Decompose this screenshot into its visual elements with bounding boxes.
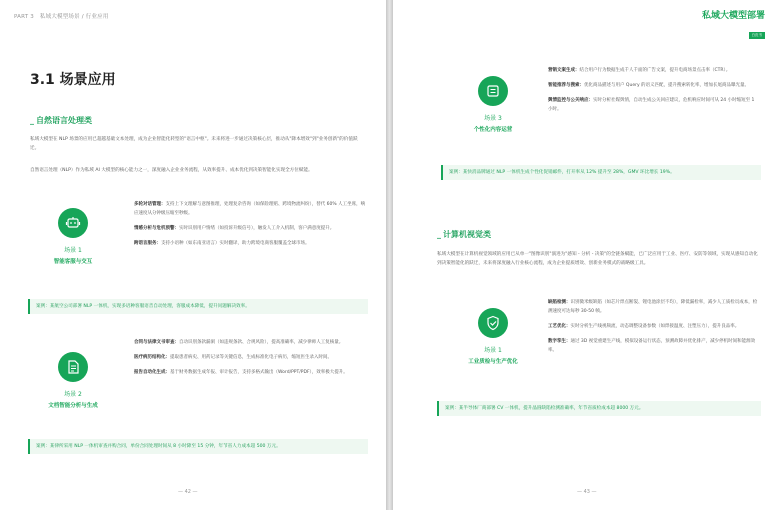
running-header <box>14 12 109 20</box>
part-label: PART 3 <box>14 14 34 20</box>
section-heading-nlp: _ 自然语言处理类 <box>30 116 92 125</box>
item-text: 识别微米级缺陷（如芯片焊点断裂、锂电池涂层不均），降低漏检率，减少人工质检员成本，检测速度可达每秒 30-50 帧。 <box>548 300 758 314</box>
item-key: 营销文案生成： <box>548 68 580 73</box>
scene-4-items <box>548 298 758 361</box>
intro-paragraph-3: 私域大模型在计算机视觉领域的应用已从单一"图像识别"演进为"感知 - 分析 - 决策"的全链条赋能，已广泛应用于工业、医疗、安防等领域，实现从感知自动化到决策智能化的跃迁，未来将深度融入行业核心流程，成为企业提质增效、创新业务模式的战略级工具。 <box>437 252 758 266</box>
item-key: 舆情监控与公关响应： <box>548 98 593 103</box>
case-box: 案例：某律所采用 NLP 一体机审查并购合同，单份合同处理时间从 8 小时降至 15 分钟，年节省人力成本超 500 万元。 <box>28 439 368 454</box>
scene-item <box>134 200 366 218</box>
book-gutter <box>386 0 393 510</box>
scene-item <box>134 368 366 377</box>
case-box: 案例：某半导体厂商部署 CV 一体机，提升晶圆缺陷检测准确率，年节省质检成本超 8000 万元。 <box>437 401 761 416</box>
item-text: 支持小语种（如东南亚语言）实时翻译，助力跨境电商客服覆盖全球市场。 <box>161 241 310 246</box>
item-key: 缺陷检测： <box>548 300 571 305</box>
item-text: 实时分析生产线视频流，动态调整设备参数（如焊接温度、注塑压力），提升良品率。 <box>570 324 740 329</box>
scene-item <box>548 81 758 90</box>
case-box: 案例：某航空公司部署 NLP 一体机，实现多语种客服语音自动处理，客服成本降低，提升问题解决效率。 <box>28 299 368 314</box>
item-key: 工艺优化： <box>548 324 571 329</box>
shield-check-icon <box>478 308 508 338</box>
scene-number: 场景 2 <box>64 391 82 398</box>
scene-1-items <box>134 200 366 254</box>
section-heading-cv: _ 计算机视觉类 <box>437 230 491 239</box>
section-heading-text: 计算机视觉类 <box>443 230 491 239</box>
item-key: 多轮对话管理： <box>134 202 166 207</box>
scene-item <box>548 322 758 331</box>
brand-logo <box>702 8 765 40</box>
chat-bot-icon <box>58 208 88 238</box>
item-text: 实时识别用户情绪（如投诉升级信号），触发人工介入机制，客户满意度提升。 <box>179 226 335 231</box>
item-text: 支持上下文理解与意图推理，处理复杂咨询（如保险理赔、跨境物流纠纷），替代 60% 人工坐席，响应速度从分钟级压缩至秒级。 <box>134 202 366 216</box>
scene-number: 场景 1 <box>484 347 502 354</box>
item-text: 提取患者病史、用药记录等关键信息，生成标准化电子病历，缩短医生录入时间。 <box>170 355 332 360</box>
scene-2-items <box>134 338 366 383</box>
scene-number: 场景 1 <box>64 247 82 254</box>
intro-paragraph-1: 私域大模型在 NLP 场景的应用已超越基础文本处理，成为企业智能化转型的"语言中枢"。未来将进一步通过决策核心层，推动从"降本增效"到"业务创新"的价值跃迁。 <box>30 137 358 151</box>
brand-tag: 白皮书 <box>749 32 766 39</box>
item-key: 数字孪生： <box>548 339 571 344</box>
case-box: 案例：某快消品牌通过 NLP 一体机生成个性化促销邮件，打开率从 12% 提升至 28%，GMV 环比增长 19%。 <box>441 165 761 180</box>
header-text: 私域大模型场景 / 行业应用 <box>39 14 109 20</box>
item-text: 通过 3D 视觉重建生产线，模拟设备运行状态，预测故障并优化排产，减少停机时间和能源效率。 <box>548 339 756 353</box>
scene-name: 智能客服与交互 <box>53 259 93 265</box>
left-page <box>0 0 386 510</box>
scene-item <box>548 96 758 114</box>
item-text: 自动识别条款漏洞（如违规条款、合规风险），提高准确率，减少律师人工复核量。 <box>179 340 344 345</box>
right-page <box>393 0 779 510</box>
brand-title: 私域大模型部署 <box>701 11 765 21</box>
scene-3-items <box>548 66 758 120</box>
item-key: 合同与法律文书审查： <box>134 340 179 345</box>
item-text: 结合用户行为数据生成千人千面的广告文案，提升电商场景点击率（CTR）。 <box>579 68 731 73</box>
scene-item <box>134 353 366 362</box>
scene-item <box>134 239 366 248</box>
item-text: 基于财务数据生成年报、审计报告，支持多格式输出（Word/PPT/PDF），效率极大提升。 <box>170 370 348 375</box>
page-title: 3.1 场景应用 <box>30 72 116 88</box>
item-key: 情感分析与危机预警： <box>134 226 179 231</box>
item-key: 报告自动化生成： <box>134 370 170 375</box>
page-number: — 43 — <box>577 489 597 495</box>
section-heading-text: 自然语言处理类 <box>36 116 92 125</box>
scene-item <box>548 298 758 316</box>
item-text: 优化商品描述与用户 Query 的语义匹配，提升搜索转化率，增加长尾商品曝光量。 <box>584 83 750 88</box>
scene-item <box>134 338 366 347</box>
page-number: — 42 — <box>178 489 198 495</box>
scene-name: 文档智能分析与生成 <box>48 403 98 409</box>
item-key: 智能推荐与搜索： <box>548 83 584 88</box>
item-key: 医疗病历结构化： <box>134 355 170 360</box>
scene-number: 场景 3 <box>484 115 502 122</box>
scene-name: 工业质检与生产优化 <box>468 359 518 365</box>
scene-item <box>548 66 758 75</box>
item-key: 跨语言服务： <box>134 241 161 246</box>
scene-item <box>134 224 366 233</box>
item-text: 实时分析社媒舆情，自动生成公关回应建议，危机响应时间可从 24 小时缩短至 1 小时。 <box>548 98 755 112</box>
content-card-icon <box>478 76 508 106</box>
document-icon <box>58 352 88 382</box>
scene-name: 个性化内容运营 <box>473 127 513 133</box>
scene-item <box>548 337 758 355</box>
intro-paragraph-2: 自然语言处理（NLP）作为私域 AI 大模型的核心能力之一，深度融入企业业务流程，从效率提升、成本优化到决策智能化实现全方位赋能。 <box>30 168 313 173</box>
